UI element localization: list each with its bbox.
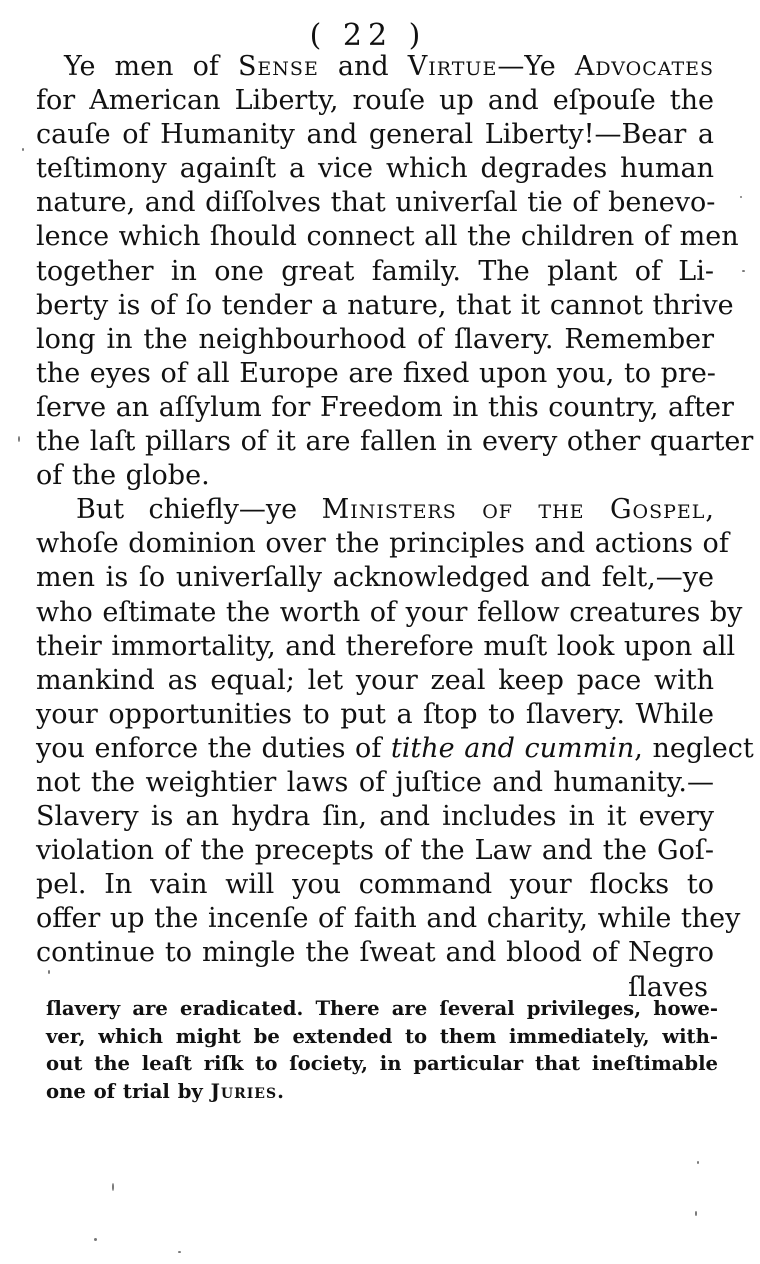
paragraph-1-line-2: for American Liberty, rouſe up and eſpouſe the [36,85,714,117]
paper-speck [742,270,745,272]
paragraph-2-line-10: Slavery is an hydra ſin, and includes in it every [36,801,714,833]
paragraph-2-line-6: mankind as equal; let your zeal keep pace with [36,664,714,696]
small-caps-advocates: Advocates [574,51,714,82]
paragraph-1-line-7: together in one great family. The plant of Li- [36,255,714,287]
footnote-line-4 [46,1078,718,1106]
paragraph-1-line-1 [36,50,714,84]
paragraph-2-line-4: who eſtimate the worth of your fellow creatures by [36,596,743,628]
small-caps-virtue: Virtue [407,51,498,82]
text-run: , [705,494,714,526]
paragraph-1-line-3: cauſe of Humanity and general Liberty!—Bear a [36,119,714,151]
paper-speck [740,196,742,198]
paragraph-2-line-5: their immortality, and therefore muſt look upon all [36,630,736,662]
footnote [46,995,718,1106]
small-caps-sense: Sense [237,51,319,82]
paragraph-1-line-8: berty is of ſo tender a nature, that it cannot thrive [36,289,734,321]
paragraph-2-line-2: whoſe dominion over the principles and actions of [36,528,729,560]
footnote-line-2: ver, which might be extended to them immediately, with- [46,1024,718,1048]
paragraph-2-line-11: violation of the precepts of the Law and the Goſ- [36,835,714,867]
paper-speck [48,970,50,974]
page-number: ( 22 ) [309,18,427,53]
paper-speck [112,1183,114,1191]
paragraph-2-line-1 [36,493,714,527]
text-run: . [277,1080,284,1104]
paragraph-2-line-14: continue to mingle the ſweat and blood of Negro [36,937,714,969]
paragraph-1-line-9: long in the neighbourhood of ſlavery. Remember [36,323,714,355]
text-run: But chiefly—ye [76,494,322,526]
paper-speck [695,1211,697,1216]
text-run: —Ye [497,51,575,82]
paragraph-2-line-12: pel. In vain will you command your flocks to [36,869,714,901]
paragraph-1-line-4: teſtimony againſt a vice which degrades human [36,153,714,185]
small-caps-ministers: Ministers of the Gospel [321,494,706,526]
paragraph-1-line-6: lence which ſhould connect all the children of men [36,221,739,253]
text-run: one of trial by [46,1080,211,1104]
paragraph-2-line-13: offer up the incenſe of faith and charity, while they [36,903,741,935]
catchword: ſlaves [628,971,708,1003]
paragraph-2-line-3: men is ſo univerſally acknowledged and felt,—ye [36,562,714,594]
paragraph-2-line-8 [36,732,754,766]
paper-speck [22,148,24,151]
paper-speck [18,436,20,442]
paper-speck [94,1238,97,1241]
paragraph-2-line-9: not the weightier laws of juſtice and humanity.— [36,766,714,798]
paragraph-1-line-12: the laſt pillars of it are fallen in every other quarter [36,426,754,458]
text-run: Ye men of [64,51,238,82]
italic-tithe-and-cummin: tithe and cummin [390,732,635,764]
paragraph-1-line-13: of the globe. [36,460,210,492]
text-run: and [318,51,408,82]
footnote-line-3: out the leaſt riſk to ſociety, in particular that ineſtimable [46,1052,718,1076]
small-caps-juries: Juries [210,1080,278,1104]
footnote-line-1: ſlavery are eradicated. There are ſeveral privileges, howe- [46,997,718,1020]
paper-speck [697,1161,699,1164]
paragraph-2-line-7: your opportunities to put a ſtop to ſlavery. While [36,698,714,730]
paragraph-1-line-5: nature, and diſſolves that univerſal tie of benevo- [36,187,716,219]
paper-speck [178,1251,181,1253]
paragraph-1-line-11: ſerve an aſſylum for Freedom in this country, after [36,391,734,423]
text-run: , neglect [634,732,754,764]
text-run: you enforce the duties of [36,732,391,764]
main-text [36,50,754,1005]
paragraph-1-line-10: the eyes of all Europe are fixed upon you, to pre- [36,357,716,389]
